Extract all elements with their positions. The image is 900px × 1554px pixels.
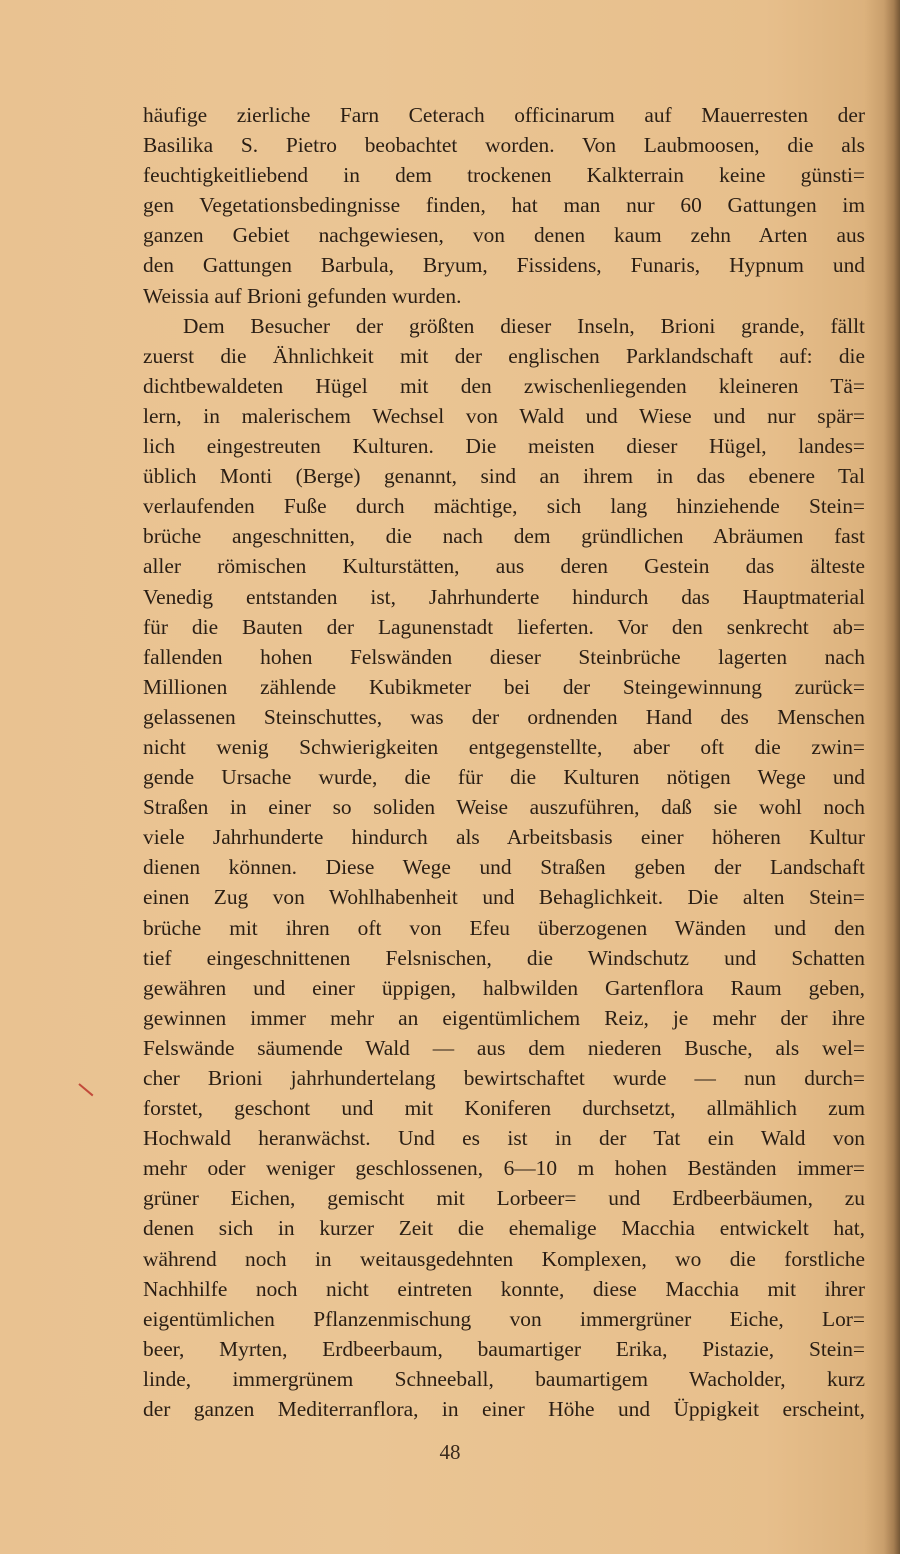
text-line: brüche angeschnitten, die nach dem gründlichen Abräumen fast [143, 524, 865, 549]
text-line: gelassenen Steinschuttes, was der ordnenden Hand des Menschen [143, 704, 865, 729]
pencil-margin-mark [78, 1083, 93, 1096]
text-line: gewinnen immer mehr an eigentümlichem Reiz, je mehr der ihre [143, 1005, 865, 1030]
text-line: Basilika S. Pietro beobachtet worden. Von Laubmoosen, die als [143, 133, 865, 158]
text-line: lern, in malerischem Wechsel von Wald und Wiese und nur spär= [143, 403, 865, 428]
text-line: einen Zug von Wohlhabenheit und Behaglichkeit. Die alten Stein= [143, 885, 865, 910]
page-edge-shadow [884, 0, 900, 1554]
text-line: linde, immergrünem Schneeball, baumartigem Wacholder, kurz [143, 1366, 865, 1391]
text-line: üblich Monti (Berge) genannt, sind an ihrem in das ebenere Tal [143, 464, 865, 489]
text-line: nicht wenig Schwierigkeiten entgegenstellte, aber oft die zwin= [143, 734, 865, 759]
text-line: verlaufenden Fuße durch mächtige, sich lang hinziehende Stein= [143, 494, 865, 519]
text-line: grüner Eichen, gemischt mit Lorbeer= und Erdbeerbäumen, zu [143, 1186, 865, 1211]
text-line: der ganzen Mediterranflora, in einer Höhe und Üppigkeit erscheint, [143, 1397, 865, 1422]
text-line: Straßen in einer so soliden Weise auszuführen, daß sie wohl noch [143, 795, 865, 820]
text-line: beer, Myrten, Erdbeerbaum, baumartiger Erika, Pistazie, Stein= [143, 1336, 865, 1361]
text-line: eigentümlichen Pflanzenmischung von immergrüner Eiche, Lor= [143, 1306, 865, 1331]
text-line: den Gattungen Barbula, Bryum, Fissidens, Funaris, Hypnum und [143, 253, 865, 278]
text-line: Venedig entstanden ist, Jahrhunderte hindurch das Hauptmaterial [143, 584, 865, 609]
text-line: fallenden hohen Felswänden dieser Steinbrüche lagerten nach [143, 644, 865, 669]
page-number: 48 [439, 1440, 461, 1464]
text-line: Felswände säumende Wald — aus dem niederen Busche, als wel= [143, 1035, 865, 1060]
text-line: aller römischen Kulturstätten, aus deren Gestein das älteste [143, 554, 865, 579]
body-text [143, 100, 865, 1424]
text-line: cher Brioni jahrhundertelang bewirtschaftet wurde — nun durch= [143, 1066, 865, 1090]
text-line: während noch in weitausgedehnten Komplexen, wo die forstliche [143, 1246, 865, 1271]
text-line: viele Jahrhunderte hindurch als Arbeitsbasis einer höheren Kultur [143, 825, 865, 850]
text-line: lich eingestreuten Kulturen. Die meisten dieser Hügel, landes= [143, 434, 865, 459]
text-line: feuchtigkeitliebend in dem trockenen Kalkterrain keine günsti= [143, 163, 865, 188]
text-line: gende Ursache wurde, die für die Kulturen nötigen Wege und [143, 765, 865, 790]
text-line: brüche mit ihren oft von Efeu überzogenen Wänden und den [143, 915, 865, 940]
text-line: gewähren und einer üppigen, halbwilden Gartenflora Raum geben, [143, 975, 865, 1000]
text-line: dienen können. Diese Wege und Straßen geben der Landschaft [143, 855, 865, 880]
text-line: forstet, geschont und mit Koniferen durchsetzt, allmählich zum [143, 1096, 865, 1121]
text-line: ganzen Gebiet nachgewiesen, von denen kaum zehn Arten aus [143, 223, 865, 248]
text-line: Millionen zählende Kubikmeter bei der Steingewinnung zurück= [143, 674, 865, 699]
text-line: denen sich in kurzer Zeit die ehemalige Macchia entwickelt hat, [143, 1216, 865, 1241]
text-line: gen Vegetationsbedingnisse finden, hat man nur 60 Gattungen im [143, 193, 865, 218]
text-line: Nachhilfe noch nicht eintreten konnte, diese Macchia mit ihrer [143, 1276, 865, 1301]
text-line: Weissia auf Brioni gefunden wurden. [143, 283, 462, 308]
text-line: zuerst die Ähnlichkeit mit der englischen Parklandschaft auf: die [143, 343, 865, 368]
text-line: für die Bauten der Lagunenstadt lieferten. Vor den senkrecht ab= [143, 614, 865, 639]
text-line: häufige zierliche Farn Ceterach officinarum auf Mauerresten der [143, 103, 865, 127]
text-line: dichtbewaldeten Hügel mit den zwischenliegenden kleineren Tä= [143, 373, 865, 398]
paragraph-start-line: Dem Besucher der größten dieser Inseln, Brioni grande, fällt [183, 313, 865, 338]
text-line: mehr oder weniger geschlossenen, 6—10 m hohen Beständen immer= [143, 1156, 865, 1181]
text-line: Hochwald heranwächst. Und es ist in der Tat ein Wald von [143, 1126, 865, 1151]
text-line: tief eingeschnittenen Felsnischen, die Windschutz und Schatten [143, 945, 865, 970]
